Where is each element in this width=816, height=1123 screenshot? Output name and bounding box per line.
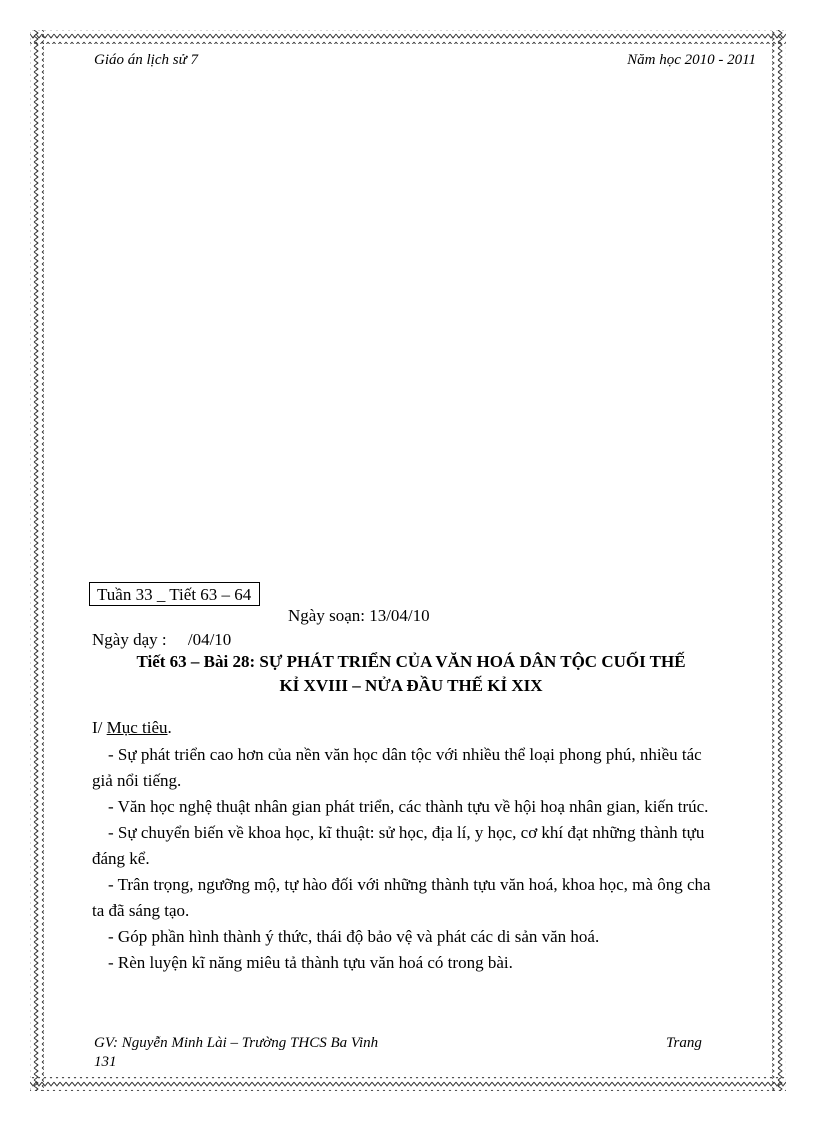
preparation-date: Ngày soạn: 13/04/10 <box>288 606 430 625</box>
objective-item: - Góp phần hình thành ý thức, thái độ bảo vệ và phát các di sản văn hoá. <box>108 927 600 946</box>
footer-page-number: 131 <box>94 1054 117 1070</box>
header-school-year: Năm học 2010 - 2011 <box>627 52 756 68</box>
section-suffix: . <box>167 718 172 737</box>
footer-page-label: Trang <box>666 1035 702 1051</box>
lesson-title-line-2: KỈ XVIII – NỬA ĐẦU THẾ KỈ XIX <box>279 676 543 695</box>
objective-item: - Trân trọng, ngưỡng mộ, tự hào đối với những thành tựu văn hoá, khoa học, mà ông cha ta đã sáng tạo. <box>92 875 711 920</box>
objective-item: - Rèn luyện kĩ năng miêu tả thành tựu văn hoá có trong bài. <box>108 953 513 972</box>
section-prefix: I/ <box>92 718 107 737</box>
week-lesson-box: Tuần 33 _ Tiết 63 – 64 <box>89 582 260 606</box>
footer-teacher: GV: Nguyễn Minh Lài – Trường THCS Ba Vinh <box>94 1035 379 1051</box>
objectives-list <box>92 742 722 976</box>
lesson-title-line-1: Tiết 63 – Bài 28: SỰ PHÁT TRIỂN CỦA VĂN HOÁ DÂN TỘC CUỐI THẾ <box>136 652 686 671</box>
objective-item: - Sự phát triển cao hơn của nền văn học dân tộc với nhiều thể loại phong phú, nhiều tác giả nổi tiếng. <box>92 745 702 790</box>
teaching-date: Ngày dạy : /04/10 <box>92 630 232 649</box>
header-subject: Giáo án lịch sử 7 <box>94 52 199 68</box>
objective-item: - Sự chuyển biến về khoa học, kĩ thuật: sử học, địa lí, y học, cơ khí đạt những thành tựu đáng kể. <box>92 823 705 868</box>
section-heading <box>92 718 172 738</box>
section-title: Mục tiêu <box>106 718 168 737</box>
objective-item: - Văn học nghệ thuật nhân gian phát triển, các thành tựu về hội hoạ nhân gian, kiến trúc. <box>108 797 709 816</box>
